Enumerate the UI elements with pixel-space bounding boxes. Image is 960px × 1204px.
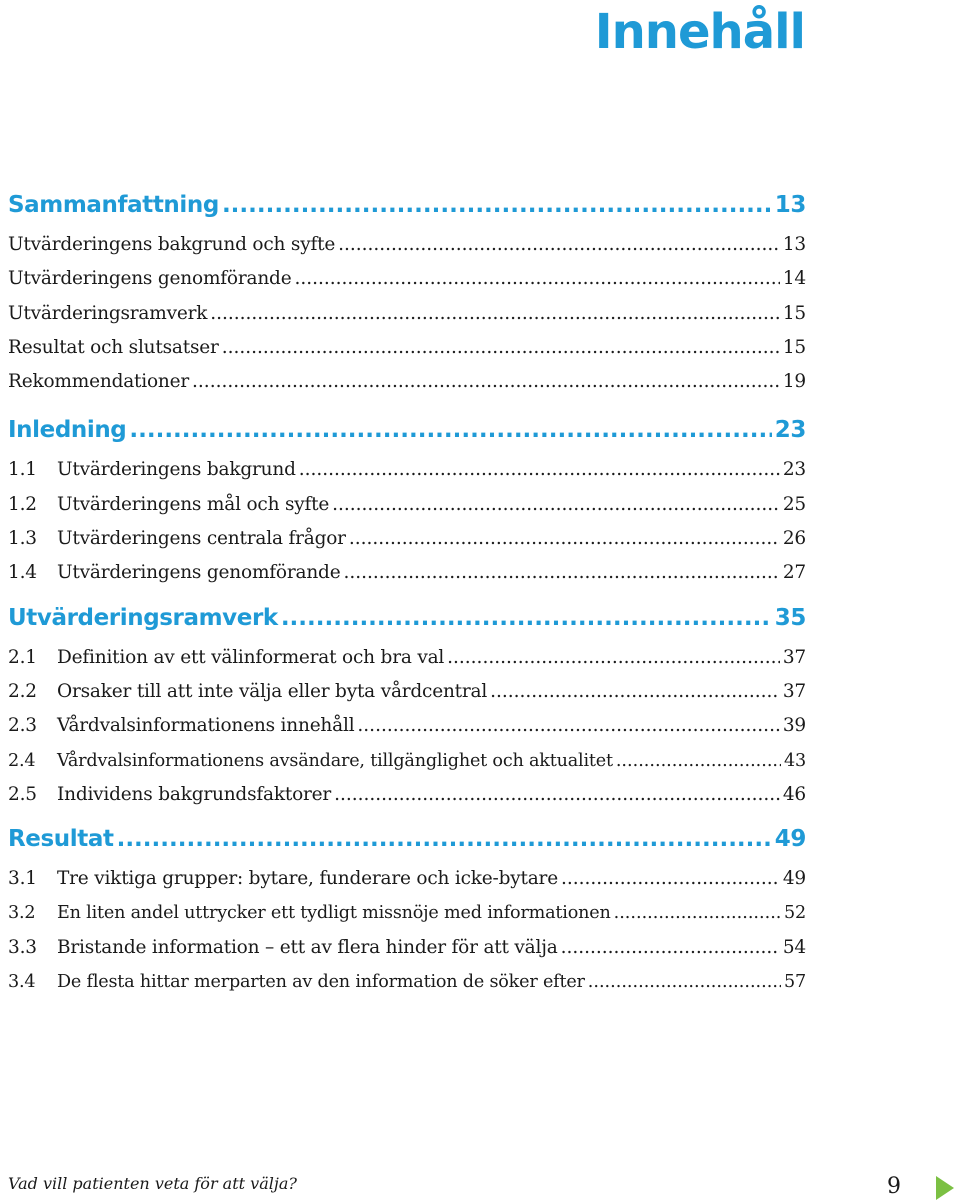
- toc-section-page: 23: [774, 417, 806, 444]
- leader-dots: [222, 186, 772, 224]
- toc-entry-number: 3.2: [8, 903, 36, 924]
- toc-entry-number: 2.2: [8, 680, 37, 702]
- footer-publication-title: Vad vill patienten veta för att välja?: [8, 1174, 297, 1193]
- leader-dots: [117, 820, 772, 858]
- page-title: Innehåll: [594, 4, 805, 60]
- toc-entry-page: 14: [782, 268, 806, 290]
- toc-entry-page: 46: [782, 783, 806, 805]
- toc-entry-label: Vårdvalsinformationens avsändare, tillgänglighet och aktualitet: [57, 750, 613, 771]
- toc-entry[interactable]: [8, 744, 806, 778]
- toc-entry-number: 1.4: [8, 562, 37, 584]
- toc-entry-number: 3.1: [8, 868, 37, 890]
- leader-dots: [294, 262, 779, 296]
- toc-entry-label: Utvärderingens genomförande: [8, 268, 292, 290]
- toc-entry-label: Utvärderingens bakgrund och syfte: [8, 234, 336, 255]
- toc-entry[interactable]: [8, 778, 806, 812]
- toc-entry-label: Utvärderingens genomförande: [57, 562, 341, 584]
- toc-entry-page: 57: [784, 972, 806, 993]
- leader-dots: [616, 744, 781, 778]
- toc-entry-number: 2.5: [8, 783, 37, 805]
- toc-entry[interactable]: [8, 365, 806, 399]
- toc-entry-page: 15: [782, 336, 806, 358]
- leader-dots: [357, 709, 779, 743]
- leader-dots: [447, 641, 780, 675]
- toc-entry-page: 26: [782, 528, 806, 550]
- toc-entry-label: Definition av ett välinformerat och bra val: [57, 646, 445, 668]
- toc-entry-label: Resultat och slutsatser: [8, 336, 219, 358]
- toc-entry[interactable]: [8, 862, 806, 896]
- play-arrow-icon[interactable]: [936, 1176, 954, 1200]
- spacer: [8, 591, 806, 599]
- toc-entry[interactable]: [8, 522, 806, 556]
- toc-entry-page: 54: [782, 936, 806, 958]
- toc-entry-page: 13: [782, 234, 806, 255]
- toc-entry[interactable]: [8, 453, 806, 487]
- toc-section-title: Inledning: [8, 417, 127, 444]
- toc-entry-page: 23: [782, 459, 806, 481]
- toc-entry[interactable]: [8, 931, 806, 965]
- toc-entry-page: 15: [782, 302, 806, 324]
- leader-dots: [222, 331, 780, 365]
- toc-entry-page: 27: [782, 562, 806, 584]
- toc-entry-label: Rekommendationer: [8, 371, 190, 393]
- toc-entry-label: Orsaker till att inte välja eller byta vårdcentral: [57, 680, 488, 702]
- toc-section-heading[interactable]: [8, 820, 806, 858]
- toc-entry[interactable]: [8, 709, 806, 743]
- leader-dots: [561, 862, 780, 896]
- toc-entry-number: 3.3: [8, 936, 37, 958]
- toc-entry[interactable]: [8, 675, 806, 709]
- toc-entry-label: Utvärderingens mål och syfte: [57, 493, 330, 515]
- leader-dots: [561, 931, 780, 965]
- spacer: [8, 812, 806, 820]
- toc-entry-page: 37: [782, 680, 806, 702]
- leader-dots: [614, 896, 781, 930]
- toc-entry-label: Individens bakgrundsfaktorer: [57, 783, 332, 805]
- toc-entry[interactable]: [8, 896, 806, 930]
- toc-entry[interactable]: [8, 228, 806, 262]
- toc-entry-label: Tre viktiga grupper: bytare, funderare och icke-bytare: [57, 868, 558, 890]
- leader-dots: [338, 228, 780, 262]
- toc-entry-page: 25: [782, 493, 806, 515]
- toc-entry-label: Vårdvalsinformationens innehåll: [57, 715, 355, 737]
- toc-entry-page: 39: [782, 715, 806, 737]
- toc-entry[interactable]: [8, 641, 806, 675]
- toc-section-title: Resultat: [8, 826, 114, 853]
- leader-dots: [281, 599, 772, 637]
- leader-dots: [334, 778, 780, 812]
- toc-entry-number: 3.4: [8, 972, 36, 993]
- toc-entry-number: 1.2: [8, 493, 37, 515]
- toc-section-page: 13: [774, 192, 806, 218]
- toc-section-title: Sammanfattning: [8, 192, 219, 218]
- toc-entry-label: Utvärderingsramverk: [8, 302, 208, 324]
- leader-dots: [129, 411, 771, 449]
- leader-dots: [299, 453, 780, 487]
- toc-entry-number: 2.3: [8, 715, 37, 737]
- leader-dots: [332, 488, 780, 522]
- toc-section-heading[interactable]: [8, 599, 806, 637]
- leader-dots: [490, 675, 780, 709]
- toc-entry[interactable]: [8, 965, 806, 999]
- toc-entry-page: 37: [782, 646, 806, 668]
- toc-entry-page: 49: [782, 868, 806, 890]
- spacer: [8, 399, 806, 411]
- table-of-contents: [8, 186, 806, 999]
- leader-dots: [349, 522, 780, 556]
- toc-entry-number: 1.3: [8, 528, 37, 550]
- toc-entry-number: 1.1: [8, 459, 37, 481]
- toc-section-page: 35: [774, 604, 806, 631]
- toc-section-heading[interactable]: [8, 186, 806, 224]
- leader-dots: [192, 365, 780, 399]
- toc-entry-page: 43: [784, 750, 806, 771]
- toc-entry-number: 2.4: [8, 750, 36, 771]
- toc-entry-page: 52: [784, 903, 806, 924]
- toc-entry-label: En liten andel uttrycker ett tydligt missnöje med informationen: [57, 903, 611, 924]
- toc-entry[interactable]: [8, 556, 806, 590]
- leader-dots: [210, 297, 780, 331]
- toc-entry[interactable]: [8, 488, 806, 522]
- toc-entry[interactable]: [8, 331, 806, 365]
- leader-dots: [588, 965, 781, 999]
- toc-section-page: 49: [774, 826, 806, 853]
- leader-dots: [343, 556, 779, 590]
- toc-entry-label: Bristande information – ett av flera hinder för att välja: [57, 936, 558, 958]
- toc-entry-label: De flesta hittar merparten av den information de söker efter: [57, 972, 585, 993]
- toc-entry-number: 2.1: [8, 646, 37, 668]
- footer-page-number: 9: [887, 1174, 901, 1199]
- toc-section-heading[interactable]: [8, 411, 806, 449]
- toc-entry[interactable]: [8, 262, 806, 296]
- toc-section-title: Utvärderingsramverk: [8, 604, 278, 631]
- toc-entry-page: 19: [782, 371, 806, 393]
- toc-entry-label: Utvärderingens bakgrund: [57, 459, 296, 481]
- toc-entry-label: Utvärderingens centrala frågor: [57, 528, 346, 550]
- toc-entry[interactable]: [8, 297, 806, 331]
